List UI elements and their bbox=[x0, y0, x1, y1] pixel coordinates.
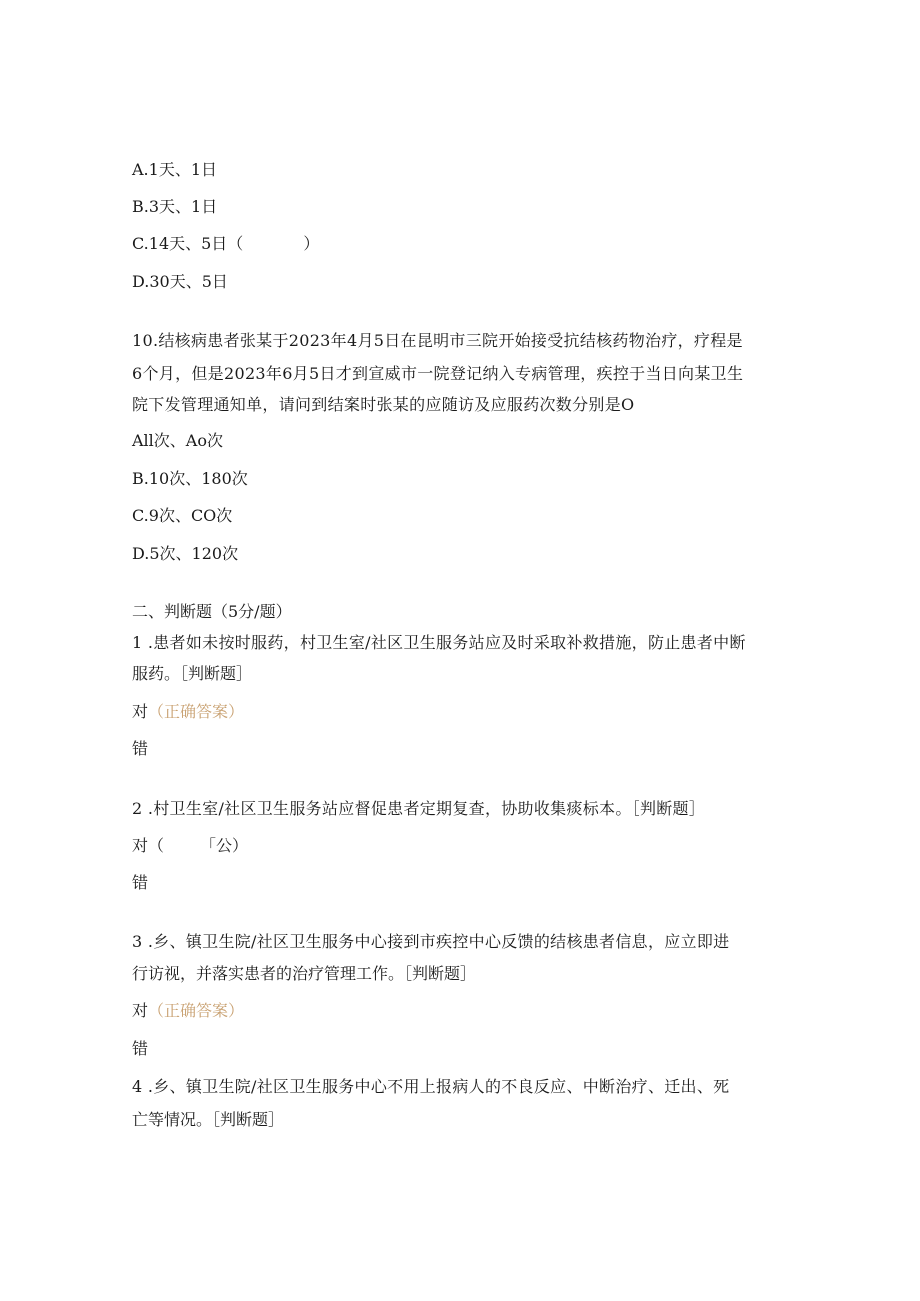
tf1-correct-mark: （正确答案） bbox=[148, 702, 245, 721]
tf2-option-false: 错 bbox=[132, 873, 149, 892]
tf3-text-line-2: 行访视，并落实患者的治疗管理工作。［判断题］ bbox=[132, 964, 477, 983]
q10-option-c: C.9次、CO次 bbox=[132, 506, 233, 525]
q9-option-c-close: ） bbox=[303, 234, 320, 253]
q9-option-c bbox=[132, 234, 319, 254]
tf3-option-true bbox=[132, 1001, 244, 1021]
tf3-option-false: 错 bbox=[132, 1039, 149, 1058]
tf3-text-line-1: 3 .乡、镇卫生院/社区卫生服务中心接到市疾控中心反馈的结核患者信息，应立即进 bbox=[132, 932, 730, 951]
tf1-option-false: 错 bbox=[132, 739, 149, 758]
tf2-true-label: 对（ bbox=[132, 836, 165, 855]
tf3-correct-mark: （正确答案） bbox=[148, 1001, 245, 1020]
tf2-option-true bbox=[132, 836, 248, 856]
tf4-text-line-1: 4 .乡、镇卫生院/社区卫生服务中心不用上报病人的不良反应、中断治疗、迁出、死 bbox=[132, 1077, 730, 1096]
q10-option-a: All次、Ao次 bbox=[132, 431, 223, 450]
tf1-text-line-2: 服药。［判断题］ bbox=[132, 664, 253, 683]
q10-text-line-2: 6个月，但是2023年6月5日才到宣威市一院登记纳入专病管理，疾控于当日向某卫生 bbox=[132, 364, 744, 383]
tf4-text-line-2: 亡等情况。［判断题］ bbox=[132, 1110, 285, 1129]
tf3-true-label: 对 bbox=[132, 1001, 149, 1020]
q9-option-a: A.1天、1日 bbox=[132, 160, 218, 179]
tf1-option-true bbox=[132, 702, 244, 722]
q10-text-line-1: 10.结核病患者张某于2023年4月5日在昆明市三院开始接受抗结核药物治疗，疗程是 bbox=[132, 331, 743, 350]
tf2-text-line-1: 2 .村卫生室/社区卫生服务站应督促患者定期复查，协助收集痰标本。［判断题］ bbox=[132, 799, 706, 818]
q10-option-d: D.5次、120次 bbox=[132, 544, 239, 563]
q10-text-line-3: 院下发管理通知单，请问到结案时张某的应随访及应服药次数分别是O bbox=[132, 395, 635, 414]
q9-option-b: B.3天、1日 bbox=[132, 197, 218, 216]
section2-title: 二、判断题（5分/题） bbox=[132, 602, 292, 621]
tf2-true-note: 「公） bbox=[200, 836, 249, 855]
tf1-text-line-1: 1 .患者如未按时服药，村卫生室/社区卫生服务站应及时采取补救措施，防止患者中断 bbox=[132, 633, 746, 652]
q10-option-b: B.10次、180次 bbox=[132, 469, 248, 488]
tf1-true-label: 对 bbox=[132, 702, 149, 721]
q9-option-d: D.30天、5日 bbox=[132, 272, 228, 291]
q9-option-c-text: C.14天、5日（ bbox=[132, 234, 244, 253]
